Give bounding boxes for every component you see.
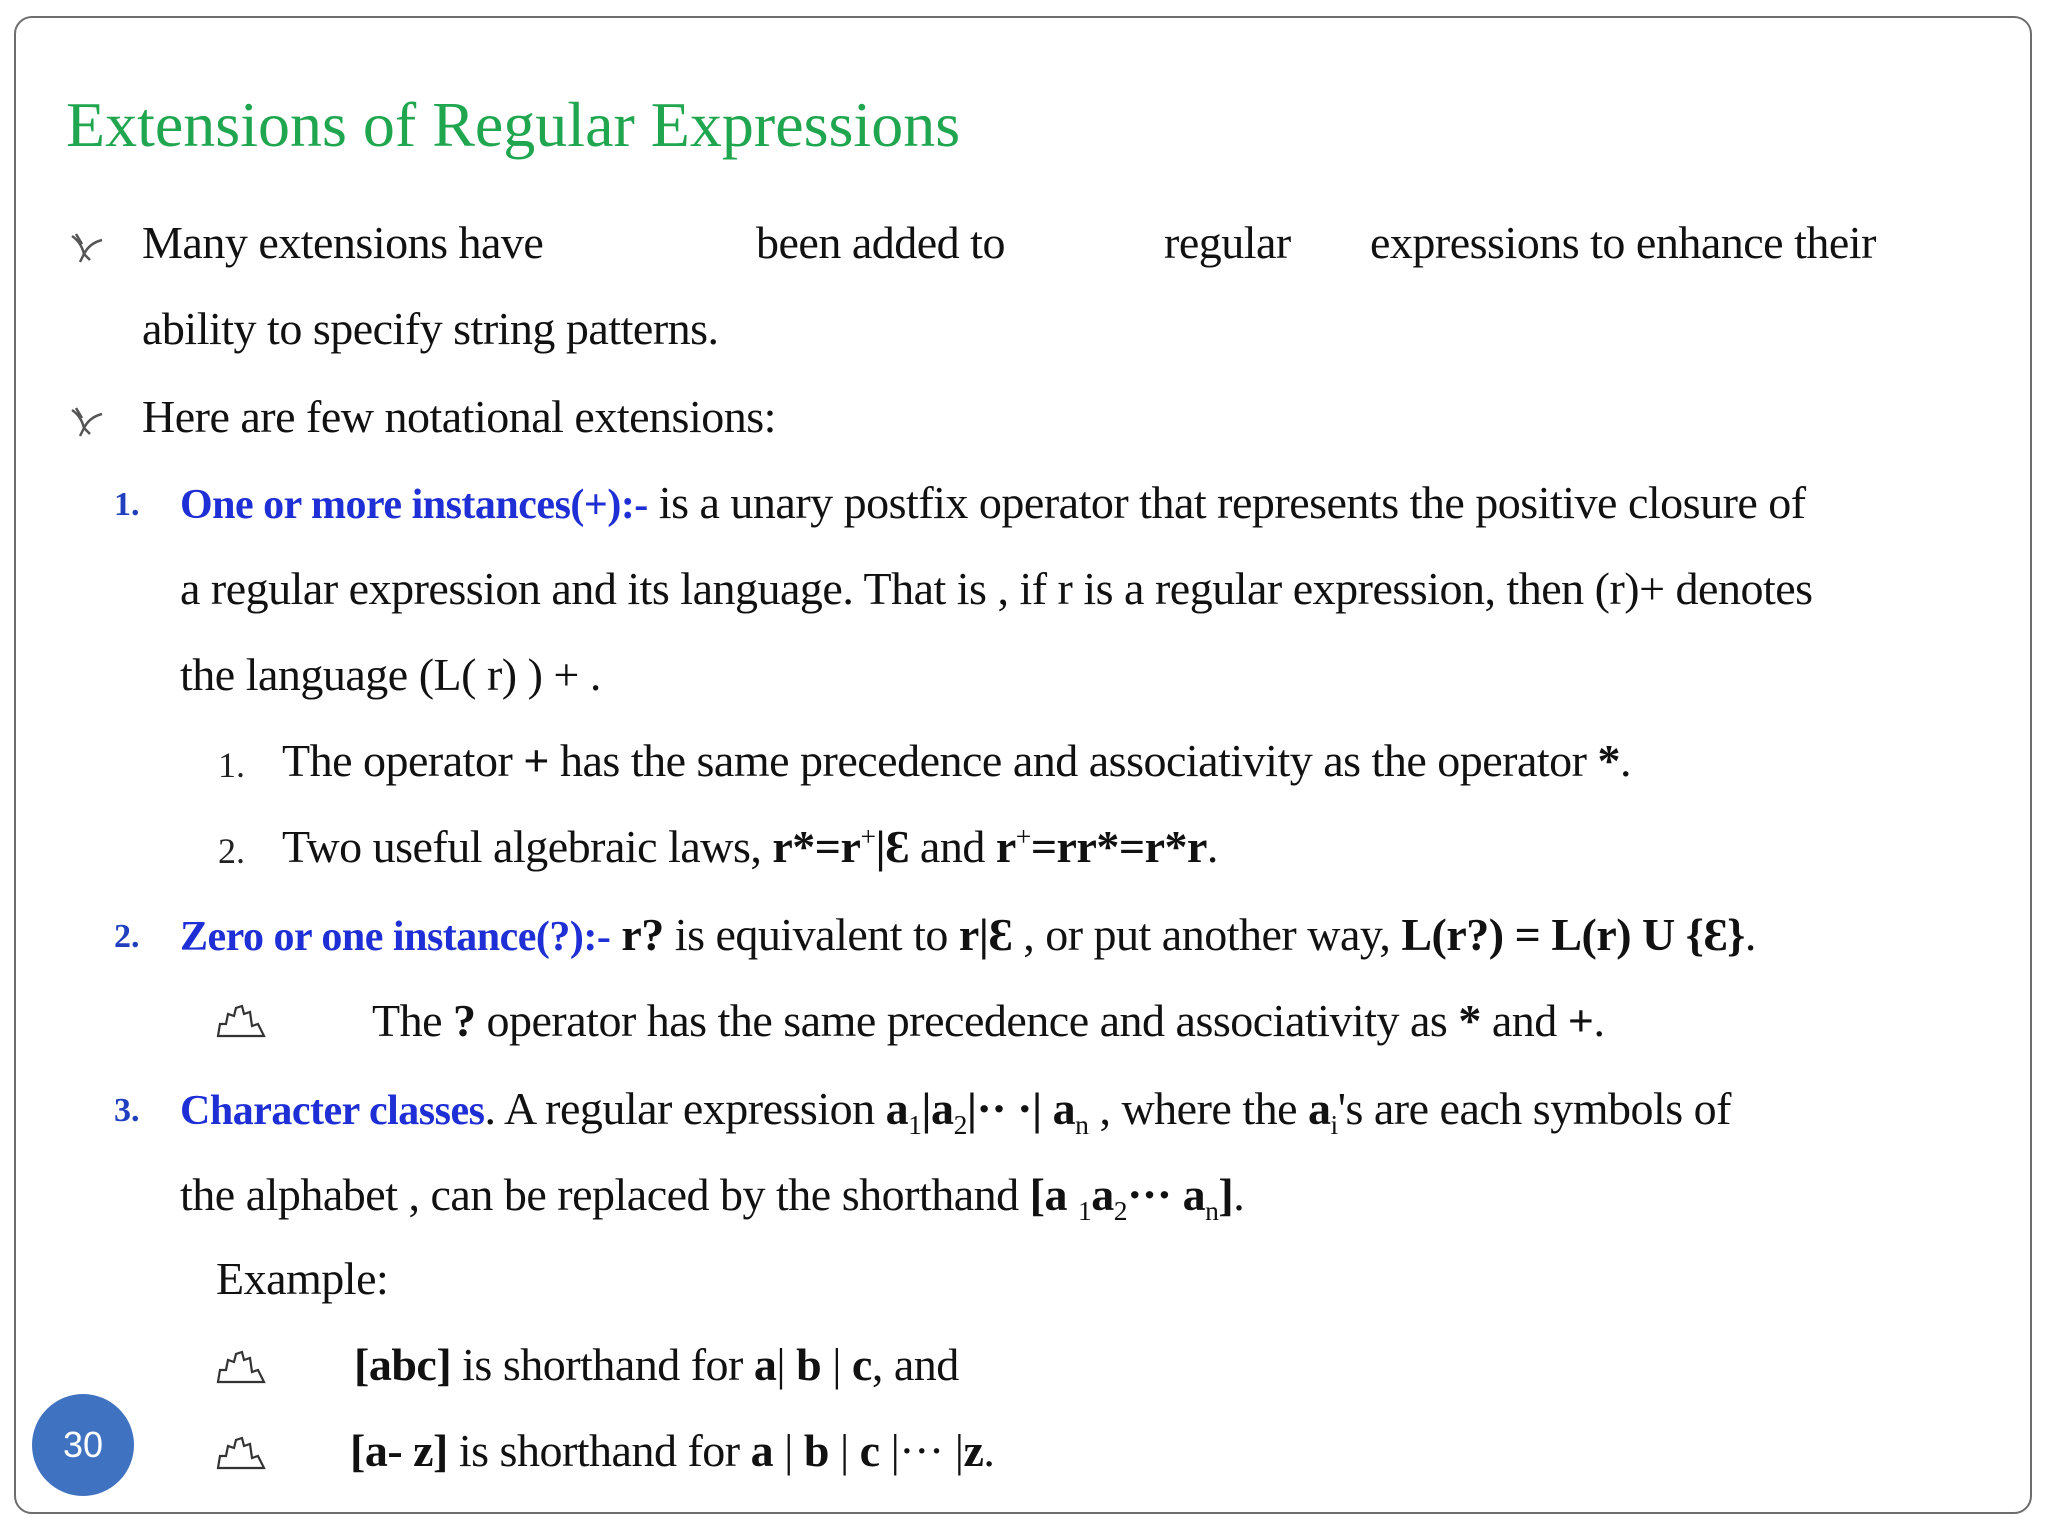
page-number-badge: 30 bbox=[32, 1394, 134, 1496]
bird-bullet-icon bbox=[68, 228, 106, 266]
subitem-1-number: 1. bbox=[218, 745, 245, 785]
hand-pointer-icon bbox=[214, 1434, 268, 1474]
bullet-1-line-1-part-2: been added to bbox=[756, 217, 1005, 268]
item-3-line-1: Character classes. A regular expression $a_1|a_2|\cdot\cdot$ ·| $a_n$ , where the $a_i's$ are each symbols of bbox=[180, 1083, 1731, 1141]
item-1-number: 1. bbox=[114, 486, 140, 523]
bullet-1-line-1: Many extensions have bbox=[142, 217, 544, 268]
item-1-heading: One or more instances(+):- bbox=[180, 482, 648, 528]
bullet-2-text: Here are few notational extensions: bbox=[142, 391, 776, 442]
item-2-note: The ? operator has the same precedence and associativity as * and +. bbox=[372, 995, 1605, 1046]
item-2-line-1: Zero or one instance(?):- r? is equivalent to r|Ɛ , or put another way, L(r?) = L(r) U {Ɛ}. bbox=[180, 909, 1756, 960]
item-1-line-1: One or more instances(+):- is a unary postfix operator that represents the positive closure of bbox=[180, 477, 1806, 528]
item-1-line-3: the language (L( r) ) + . bbox=[180, 649, 601, 700]
item-2-number: 2. bbox=[114, 918, 140, 955]
subitem-2-number: 2. bbox=[218, 831, 245, 871]
item-3-number: 3. bbox=[114, 1092, 140, 1129]
item-1-line-2: a regular expression and its language. That is , if r is a regular expression, then (r)+ denotes bbox=[180, 563, 1813, 614]
hand-pointer-icon bbox=[214, 1002, 268, 1042]
example-1: [abc] is shorthand for a| b | c, and bbox=[354, 1339, 959, 1390]
bird-bullet-icon bbox=[68, 402, 106, 440]
subitem-2-text: Two useful algebraic laws, r*=r+|Ɛ and r+=rr*=r*r. bbox=[282, 820, 1218, 872]
bullet-1-line-1-part-3: regular bbox=[1164, 217, 1291, 268]
bullet-1-line-2: ability to specify string patterns. bbox=[142, 303, 719, 354]
item-3-heading: Character classes bbox=[180, 1088, 485, 1134]
slide-title: Extensions of Regular Expressions bbox=[66, 89, 961, 160]
item-2-heading: Zero or one instance(?):- bbox=[180, 914, 611, 960]
item-3-line-2: the alphabet , can be replaced by the shorthand [a $_1a_2\cdot\cdot\cdot a_n$]. bbox=[180, 1169, 1245, 1227]
example-label: Example: bbox=[216, 1253, 389, 1304]
bullet-1-line-1-part-4: expressions to enhance their bbox=[1370, 217, 1876, 268]
hand-pointer-icon bbox=[214, 1348, 268, 1388]
example-2: [a- z] is shorthand for a | b | c |··· |z. bbox=[350, 1425, 995, 1476]
subitem-1-text: The operator + has the same precedence and associativity as the operator *. bbox=[282, 735, 1631, 786]
